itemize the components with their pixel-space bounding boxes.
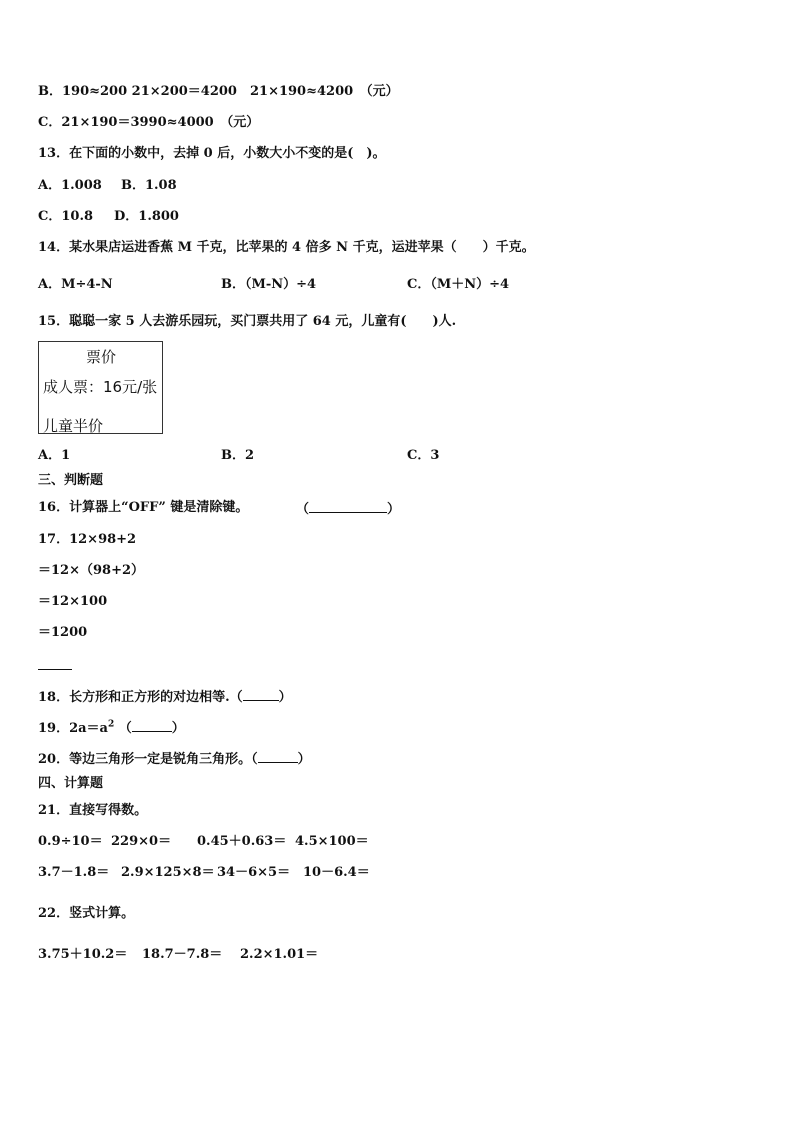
q13-option-c: C．10.8 [38,209,94,224]
q19-exponent: 2 [107,719,115,730]
q13-option-a: A．1.008 [38,178,102,193]
q12-option-c: C．21×190＝3990≈4000 （元） [38,115,260,130]
q16-stem: 16．计算器上“OFF” 键是清除键。 [38,500,249,515]
q22-item-1: 3.75＋10.2＝ [38,947,128,962]
q20-line [38,750,311,768]
q21-item-5: 3.7－1.8＝ [38,865,110,880]
ticket-price-table [38,341,163,434]
q20-stem: 20．等边三角形一定是锐角三角形。（ [38,752,258,767]
q16-answer-blank[interactable] [309,500,387,513]
section-heading-judgement: 三、判断题 [38,473,104,488]
q14-option-b: B．（M-N）÷4 [221,277,317,292]
q18-answer-blank[interactable] [243,688,279,701]
q17-answer-blank[interactable] [38,669,72,670]
section-heading-calculation: 四、计算题 [38,776,104,791]
q22-item-3: 2.2×1.01＝ [240,947,319,962]
q19-paren-close: ） [171,721,185,736]
q18-stem: 18．长方形和正方形的对边相等.（ [38,690,243,705]
q21-item-7: 34－6×5＝ [217,865,291,880]
q13-option-d: D．1.800 [114,209,179,224]
q21-item-3: 0.45＋0.63＝ [197,834,287,849]
q22-stem: 22．竖式计算。 [38,906,135,921]
q15-option-c: C．3 [407,448,440,463]
q21-item-8: 10－6.4＝ [303,865,370,880]
q21-item-6: 2.9×125×8＝ [121,865,215,880]
ticket-price-title: 票价 [86,348,117,366]
q16-paren-open: （ [296,502,310,517]
q17-line-3: ＝12×100 [38,594,108,609]
q15-option-b: B．2 [221,448,255,463]
q13-stem: 13．在下面的小数中，去掉 0 后，小数大小不变的是( )。 [38,146,386,161]
q20-paren-close: ） [297,752,311,767]
q17-line-2: ＝12×（98+2） [38,563,145,578]
q16-paren-close: ） [387,502,401,517]
q19-line [38,719,185,737]
q22-item-2: 18.7－7.8＝ [142,947,223,962]
q12-option-b: B．190≈200 21×200＝4200 21×190≈4200 （元） [38,84,399,99]
q16-answer [296,500,400,518]
q14-option-a: A．M÷4-N [38,277,113,292]
q21-item-4: 4.5×100＝ [295,834,369,849]
q13-option-b: B．1.08 [121,178,177,193]
q19-paren-open: （ [118,721,132,736]
ticket-child-price: 儿童半价 [43,417,104,435]
q20-answer-blank[interactable] [258,750,298,763]
q21-item-2: 229×0＝ [111,834,172,849]
q17-line-4: ＝1200 [38,625,88,640]
q17-line-1: 17．12×98+2 [38,532,137,547]
q21-item-1: 0.9÷10＝ [38,834,103,849]
q19-stem: 19．2a＝a [38,721,108,736]
ticket-adult-price: 成人票：16元/张 [43,378,158,396]
q19-answer-blank[interactable] [132,719,172,732]
q21-stem: 21．直接写得数。 [38,803,148,818]
q14-stem: 14．某水果店运进香蕉 M 千克，比苹果的 4 倍多 N 千克，运进苹果（ ）千克。 [38,240,535,255]
q18-line [38,688,292,706]
q15-option-a: A．1 [38,448,71,463]
q18-paren-close: ） [278,690,292,705]
q14-option-c: C．（M＋N）÷4 [407,277,510,292]
q15-stem: 15．聪聪一家 5 人去游乐园玩，买门票共用了 64 元，儿童有( )人. [38,314,457,329]
